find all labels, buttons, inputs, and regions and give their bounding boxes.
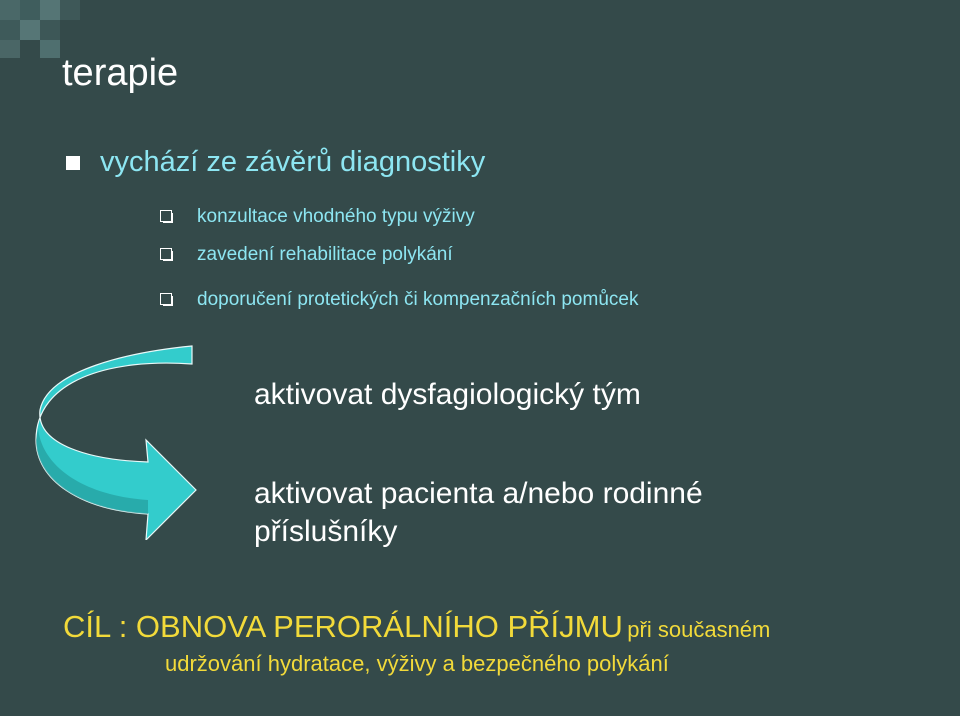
goal-heading-main: CÍL : OBNOVA PERORÁLNÍHO PŘÍJMU — [63, 609, 623, 644]
sub-item-text: zavedení rehabilitace polykání — [197, 244, 453, 265]
statement-patient-line2: příslušníky — [254, 515, 398, 548]
curved-arrow-icon — [0, 0, 260, 540]
sub-item-text: konzultace vhodného typu výživy — [197, 206, 475, 227]
statement-team: aktivovat dysfagiologický tým — [254, 378, 641, 411]
sub-item-text: doporučení protetických či kompenzačních pomůcek — [197, 289, 639, 310]
main-bullet-text: vychází ze závěrů diagnostiky — [100, 146, 486, 178]
slide-title: terapie — [62, 52, 179, 94]
statement-patient-line1: aktivovat pacienta a/nebo rodinné — [254, 477, 703, 510]
goal-heading-tail: při současném — [627, 617, 771, 642]
goal-heading — [63, 609, 770, 645]
goal-detail: udržování hydratace, výživy a bezpečného polykání — [165, 651, 669, 676]
